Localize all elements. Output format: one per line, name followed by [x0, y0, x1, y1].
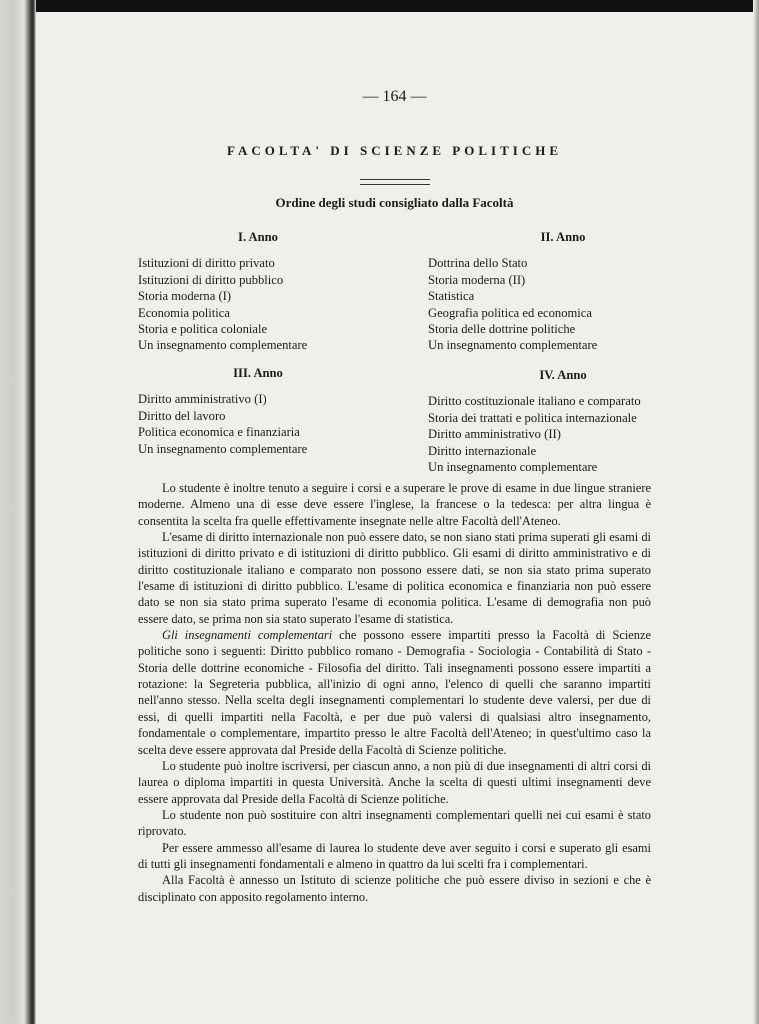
course-item: Economia politica	[138, 305, 230, 320]
scan-top-edge	[0, 0, 759, 12]
year-3-column	[138, 365, 378, 457]
course-item: Dottrina dello Stato	[428, 256, 528, 271]
scan-right-edge	[753, 0, 759, 1024]
paragraph-languages: Lo studente è inoltre tenuto a seguire i corsi e a superare le prove di esame in due lingue straniere moderne. Almeno una di esse deve essere l'inglese, la francese o la tedesca: per altra lingua è consentita la scelta fra quelle effettivamente insegnate nelle altre Facoltà dell'Ateneo.	[138, 481, 651, 528]
course-item: Statistica	[428, 289, 475, 304]
page-number: — 164 —	[362, 88, 427, 105]
course-item: Diritto costituzionale italiano e comparato	[428, 394, 641, 409]
course-item: Politica economica e finanziaria	[138, 425, 300, 440]
complementary-courses-text: che possono essere impartiti presso la Facoltà di Scienze politiche sono i seguenti: Diritto pubblico romano - Demografia - Sociologia - Contabilità di Stato - Storia delle dottrine economiche - Filosofia del diritto. Tali insegnamenti possono essere impartiti a rotazione: la Segreteria pubblica, all'inizio di ogni anno, l'elenco di quelli che saranno impartiti nell'anno stesso. Nella scelta degli insegnamenti complementari lo studente deve valersi, per due di essi, di quelli impartiti nella Facoltà, e per due può valersi di qualsiasi altro insegnamento, fondamentale o complementare, impartito presso le altre Facoltà dell'Ateneo; in quest'ultimo caso la scelta deve essere approvata dal Preside della Facoltà di Scienze politiche.	[138, 628, 652, 757]
paragraph-complementary-courses	[138, 627, 651, 758]
course-item: Un insegnamento complementare	[138, 441, 308, 456]
paragraph-other-degree-courses: Lo studente può inoltre iscriversi, per ciascun anno, a non più di due insegnamenti di altri corsi di laurea o diploma impartiti in questa Università. Anche la scelta di questi ultimi insegnamenti deve essere approvata dal Preside della Facoltà di Scienze politiche.	[138, 758, 651, 806]
course-item: Istituzioni di diritto privato	[138, 256, 275, 271]
paragraph-exam-prerequisites: L'esame di diritto internazionale non può essere dato, se non siano stati prima superati gli esami di istituzioni di diritto privato e di istituzioni di diritto pubblico. Gli esami di diritto amministrativo e di diritto costituzionale italiano e comparato non possono essere dati, se non sia stato prima superato l'esame di istituzioni di diritto pubblico. L'esame di politica economica e finanziaria non può essere dato se non sia stato prima superato l'esame di economia politica. L'esame di demografia non può essere dato, se prima non sia stato superato l'esame di statistica.	[138, 530, 651, 626]
course-item: Diritto del lavoro	[138, 408, 226, 423]
course-item: Un insegnamento complementare	[428, 460, 598, 475]
complementary-courses-label: Gli insegnamenti complementari	[162, 628, 333, 643]
title-double-rule	[360, 179, 430, 185]
course-item: Diritto amministrativo (II)	[428, 427, 561, 442]
course-item: Storia moderna (I)	[138, 289, 232, 304]
book-spine-shadow	[0, 0, 36, 1024]
regulations-text	[138, 480, 651, 905]
paragraph-institute: Alla Facoltà è annesso un Istituto di scienze politiche che può essere diviso in sezioni e che è disciplinato con apposito regolamento interno.	[138, 873, 651, 904]
year-1-column	[138, 229, 378, 354]
course-item: Storia delle dottrine politiche	[428, 322, 576, 337]
year-heading: II. Anno	[540, 230, 586, 244]
course-item: Storia e politica coloniale	[138, 322, 268, 337]
course-item: Diritto internazionale	[428, 443, 537, 458]
course-item: Un insegnamento complementare	[428, 338, 598, 353]
year-4-column	[428, 367, 668, 475]
faculty-title: FACOLTA' DI SCIENZE POLITICHE	[226, 143, 562, 158]
year-heading: I. Anno	[238, 230, 278, 244]
paragraph-degree-exam: Per essere ammesso all'esame di laurea lo studente deve aver seguito i corsi e superato gli esami di tutti gli insegnamenti fondamentali e almeno in quattro da lui scelti fra i complementari.	[138, 840, 651, 871]
course-item: Storia moderna (II)	[428, 272, 526, 287]
course-item: Istituzioni di diritto pubblico	[138, 272, 284, 287]
paragraph-failed-exams: Lo studente non può sostituire con altri insegnamenti complementari quelli nei cui esami è stato riprovato.	[138, 807, 651, 839]
year-heading: III. Anno	[233, 366, 283, 380]
year-heading: IV. Anno	[539, 368, 587, 382]
year-2-column	[428, 229, 668, 354]
course-item: Geografia politica ed economica	[428, 305, 592, 320]
study-order-heading: Ordine degli studi consigliato dalla Facoltà	[275, 195, 514, 210]
course-item: Storia dei trattati e politica internazionale	[428, 410, 637, 425]
course-item: Un insegnamento complementare	[138, 338, 308, 353]
course-item: Diritto amministrativo (I)	[138, 392, 267, 407]
